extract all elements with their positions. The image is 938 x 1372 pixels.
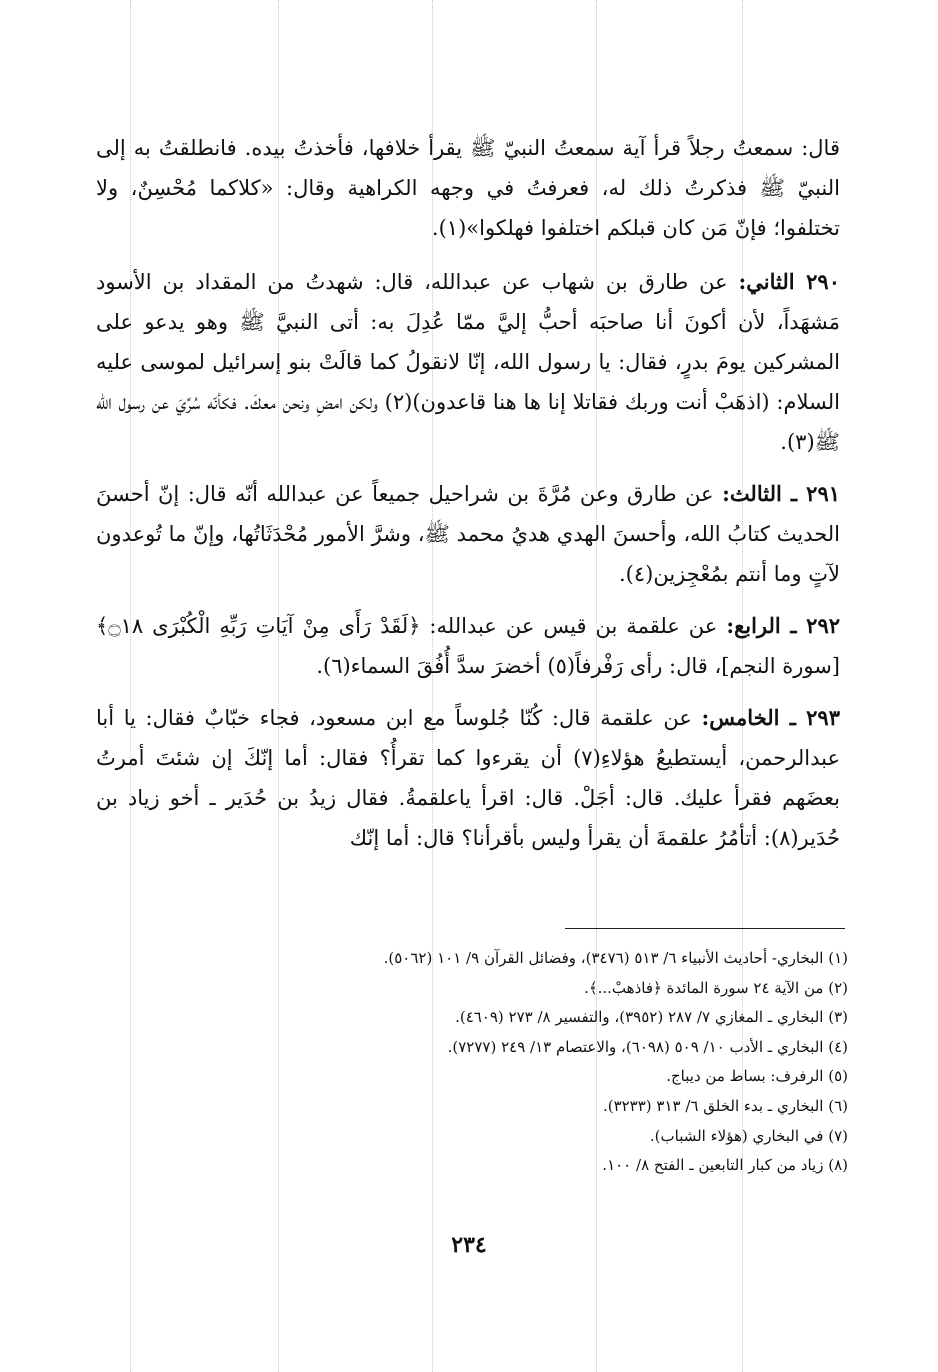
hadith-290	[96, 262, 840, 462]
hadith-heading: ٢٩٣ ـ الخامس:	[701, 705, 840, 730]
footnote-4: (٤) البخاري ـ الأدب ١٠/ ٥٠٩ (٦٠٩٨)، والاعتصام ١٣/ ٢٤٩ (٧٢٧٧).	[447, 1037, 848, 1056]
footnote-7: (٧) في البخاري (هؤلاء الشباب).	[649, 1126, 848, 1145]
footnote-8: (٨) زياد من كبار التابعين ـ الفتح ٨/ ١٠٠.	[602, 1156, 848, 1175]
paragraph-continued	[96, 128, 840, 248]
footnote-5: (٥) الرفرف: بساط من ديباج.	[666, 1067, 848, 1086]
page-number: ٢٣٤	[451, 1232, 487, 1258]
hadith-text: عن علقمة قال: كُنّا جُلوساً مع ابن مسعود، فجاء خبّابٌ فقال: يا أبا عبدالرحمن، أيستطيعُ هؤلاءِ(٧) أن يقرءوا كما تقرأُ؟ فقال: أما إنّكَ إن شئتَ أمرتُ بعضَهم فقرأ عليك. قال: أجَلْ. قال: اقرأ ياعلقمةُ. فقال زيدُ بن حُدَير ـ أخو زياد بن حُدَير(٨): أتأمُرُ علقمةَ أن يقرأ وليس بأقرأنا؟ قال: أما إنّك	[96, 706, 841, 850]
hadith-text: عن طارق بن شهاب عن عبدالله، قال: شهدتُ من المقداد بن الأسود مَشهَداً، لأن أكونَ أنا صاحبَه أحبُّ إليَّ ممّا عُدِلَ به: أتى النبيَّ ﷺ وهو يدعو على المشركين يومَ بدرٍ، فقال: يا رسول الله، إنّا لانقولُ كما قالَتْ بنو إسرائيل لموسى عليه السلام: (اذهَبْ أنت وربك فقاتلا إنا ها هنا قاعدون)(٢) ولكن امضِ ونحن معكَ. فكأنّه سُرِّيَ عن رسول الله ﷺ(٣).	[96, 270, 840, 454]
footnotes	[260, 944, 848, 1181]
hadith-293	[96, 698, 840, 858]
hadith-text: عن طارق وعن مُرَّةَ بن شراحيل جميعاً عن عبدالله أنّه قال: إنّ أحسنَ الحديث كتابُ الله، وأحسنَ الهدي هديُ محمد ﷺ، وشرَّ الأمور مُحْدَثَاتُها، وإنّ ما تُوعدون لآتٍ وما أنتم بمُعْجِزين(٤).	[96, 482, 840, 586]
footnote-6: (٦) البخاري ـ بدء الخلق ٦/ ٣١٣ (٣٢٣٣).	[602, 1096, 848, 1115]
footnote-1: (١) البخاري- أحاديث الأنبياء ٦/ ٥١٣ (٣٤٧٦)، وفضائل القرآن ٩/ ١٠١ (٥٠٦٢).	[383, 949, 848, 967]
hadith-heading: ٢٩١ ـ الثالث:	[722, 481, 841, 506]
main-text	[96, 128, 840, 870]
hadith-text: عن علقمة بن قيس عن عبدالله: ﴿لَقَدْ رَأَى مِنْ آيَاتِ رَبِّهِ الْكُبْرَى ۝١٨﴾[سورة النجم]، قال: رأى رَفْرفاً(٥) أخضرَ سدَّ أُفُقَ السماء(٦).	[96, 614, 840, 678]
footnote-separator	[565, 928, 845, 929]
footnote-2: (٢) من الآية ٢٤ سورة المائدة ﴿فاذهبْ...﴾.	[584, 978, 848, 997]
hadith-heading: ٢٩٢ ـ الرابع:	[726, 613, 841, 638]
hadith-heading: ٢٩٠ الثاني:	[738, 269, 840, 294]
hadith-text: قال: سمعتُ رجلاً قرأ آية سمعتُ النبيّ ﷺ يقرأ خلافها، فأخذتُ بيده. فانطلقتُ به إلى النبيّ ﷺ فذكرتُ ذلك له، فعرفتُ في وجهه الكراهية وقال: «كلاكما مُحْسِنٌ، ولا تختلفوا؛ فإنّ مَن كان قبلكم اختلفوا فهلكوا»(١).	[96, 136, 840, 240]
footnote-3: (٣) البخاري ـ المغازي ٧/ ٢٨٧ (٣٩٥٢)، والتفسير ٨/ ٢٧٣ (٤٦٠٩).	[455, 1008, 848, 1027]
hadith-291	[96, 474, 840, 594]
hadith-292	[96, 606, 840, 686]
